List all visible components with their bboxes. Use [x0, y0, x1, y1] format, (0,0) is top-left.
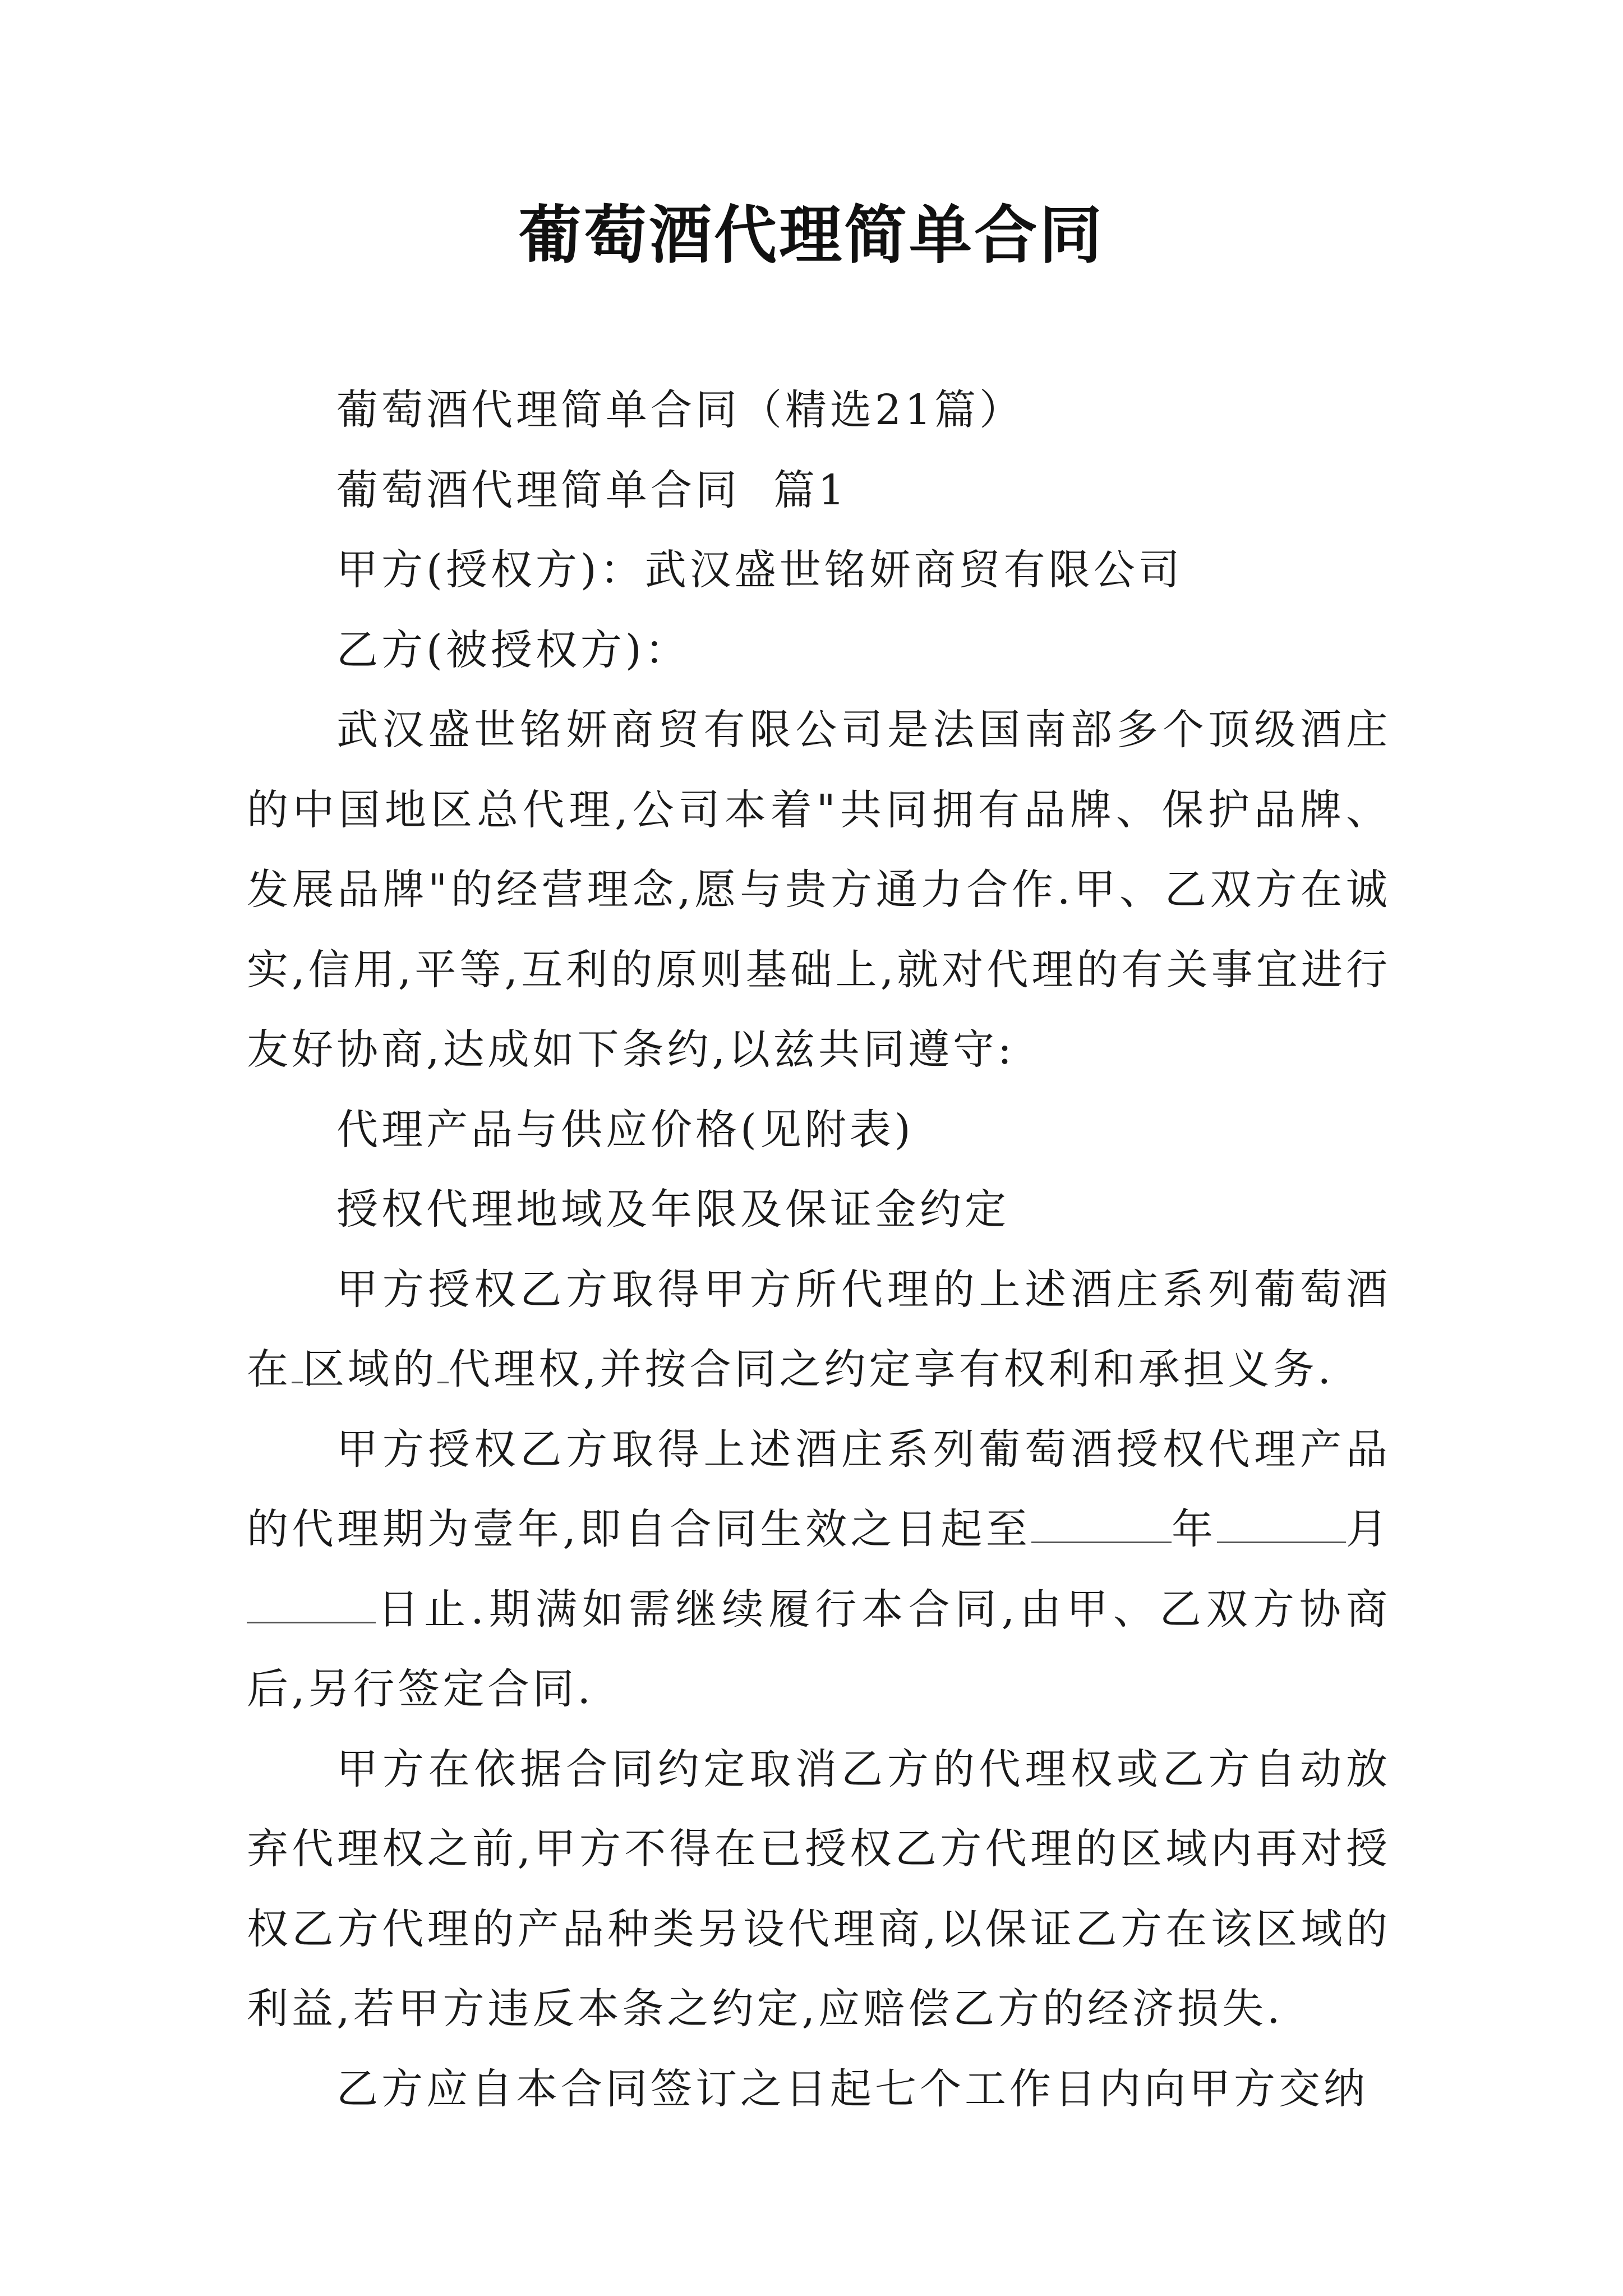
paragraph-text: 代理权,并按合同之约定享有权利和承担义务. [449, 1345, 1335, 1393]
paragraph-territory-grant [247, 1250, 1391, 1410]
paragraph-text: 区域的 [303, 1345, 437, 1393]
blank-field-month [1217, 1507, 1346, 1543]
paragraph-text: 甲方授权乙方取得甲方所代理的上述酒庄系列葡萄酒在 [247, 1265, 1391, 1393]
paragraph-territory-heading: 授权代理地域及年限及保证金约定 [336, 1185, 1009, 1234]
paragraph-party-b: 乙方(被授权方)： [336, 625, 690, 674]
paragraph-deposit: 乙方应自本合同签订之日起七个工作日内向甲方交纳 [336, 2064, 1368, 2113]
paragraph-text: 日止.期满如需继续履行本合同,由甲、乙双方协商后,另行签定合同. [247, 1585, 1391, 1713]
paragraph-agency-term [247, 1410, 1391, 1729]
paragraph-text: 甲方授权乙方取得上述酒庄系列葡萄酒授权代理产品的代理期为壹年,即自合同生效之日起至 [247, 1425, 1391, 1553]
paragraph-party-a: 甲方(授权方)：武汉盛世铭妍商贸有限公司 [336, 546, 1183, 594]
paragraph-text: 月 [1345, 1505, 1391, 1553]
paragraph-exclusivity: 甲方在依据合同约定取消乙方的代理权或乙方自动放弃代理权之前,甲方不得在已授权乙方代理的区域内再对授权乙方代理的产品种类另设代理商,以保证乙方在该区域的利益,若甲方违反本条之约定,应赔偿乙方的经济损失. [247, 1745, 1391, 2033]
paragraph-products: 代理产品与供应价格(见附表) [336, 1105, 914, 1154]
paragraph-preamble: 武汉盛世铭妍商贸有限公司是法国南部多个顶级酒庄的中国地区总代理,公司本着"共同拥有品牌、保护品牌、发展品牌"的经营理念,愿与贵方通力合作.甲、乙双方在诚实,信用,平等,互利的原则基础上,就对代理的有关事宜进行友好协商,达成如下条约,以兹共同遵守: [247, 706, 1391, 1074]
paragraph-text: 年 [1171, 1505, 1217, 1553]
paragraph-subtitle: 葡萄酒代理简单合同（精选21篇） [336, 386, 1025, 434]
document-title: 葡萄酒代理简单合同 [519, 199, 1104, 272]
blank-field-year [1031, 1507, 1172, 1543]
blank-field-day [247, 1587, 376, 1623]
document-body [247, 370, 1391, 2129]
paragraph-section-heading: 葡萄酒代理简单合同 篇1 [336, 466, 849, 514]
blank-field [437, 1347, 449, 1383]
blank-field [292, 1347, 303, 1383]
